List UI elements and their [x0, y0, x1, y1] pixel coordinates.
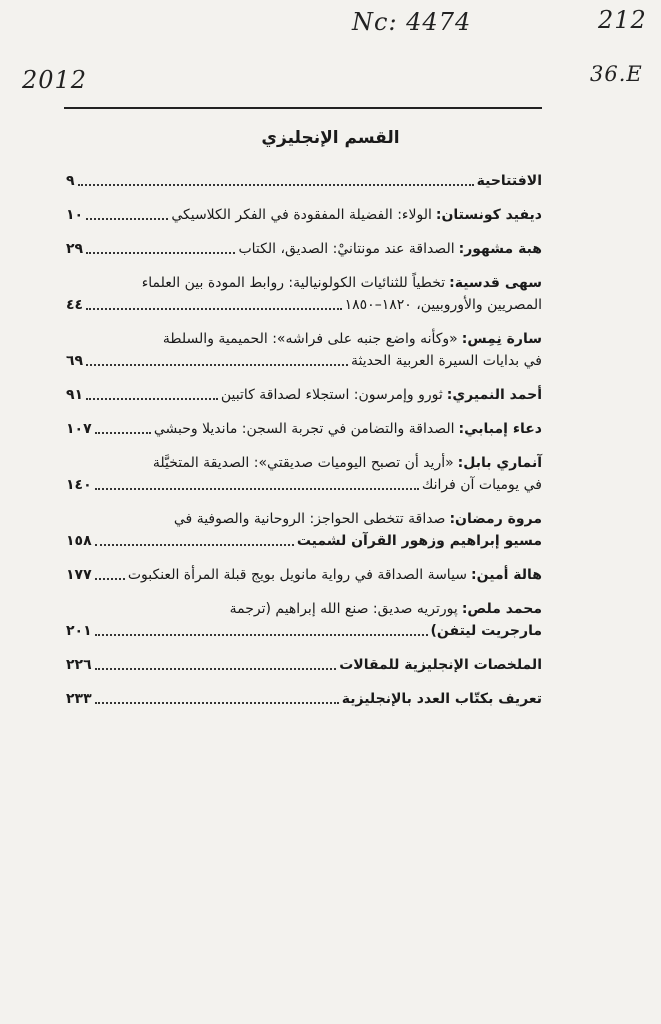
entry-title: الصداقة عند مونتانيْ: الصديق، الكتاب [238, 241, 455, 257]
entry-title-line-1: «أريد أن تصبح اليوميات صديقتي»: الصديقة المتخيَّلة [152, 455, 454, 471]
entry-title-line-1: پورتريه صديق: صنع الله إبراهيم (ترجمة [229, 601, 458, 617]
dot-leader [95, 668, 337, 670]
entry-title: الملخصات الإنجليزية للمقالات [339, 657, 542, 673]
table-of-contents [66, 170, 542, 722]
entry-author: أحمد النميري: [446, 387, 542, 403]
entry-title: الصداقة والتضامن في تجربة السجن: مانديلا وحبشي [153, 421, 455, 437]
toc-entry [66, 654, 542, 676]
dot-leader [95, 634, 428, 636]
toc-entry [66, 452, 542, 496]
dot-leader [86, 218, 168, 220]
toc-entry [66, 508, 542, 552]
handwritten-shelf-mark: 36.E [590, 62, 643, 86]
dot-leader [95, 488, 419, 490]
entry-author: دعاء إمبابي: [458, 421, 542, 437]
dot-leader [95, 544, 294, 546]
page-number: ٢٣٣ [66, 691, 92, 707]
entry-title-line-2: مارجريت ليتفن) [430, 623, 542, 639]
entry-title: ثورو وإمرسون: استجلاء لصداقة كاتبين [220, 387, 443, 403]
dot-leader [86, 308, 342, 310]
entry-author: سهى قدسية: [449, 275, 542, 291]
dot-leader [95, 578, 125, 580]
entry-title-line-2: في يوميات آن فرانك [421, 477, 542, 493]
dot-leader [78, 184, 474, 186]
handwritten-accession-number: Nc: 4474 [352, 8, 472, 36]
toc-entry [66, 598, 542, 642]
entry-author: محمد ملص: [461, 601, 542, 617]
handwritten-year: 2012 [22, 66, 88, 94]
toc-entry [66, 328, 542, 372]
page-number: ٩ [66, 173, 75, 189]
page-number: ١٠ [66, 207, 84, 223]
entry-author: هالة أمين: [471, 567, 542, 583]
dot-leader [95, 432, 151, 434]
toc-entry [66, 418, 542, 440]
toc-entry [66, 564, 542, 586]
entry-author: مروة رمضان: [449, 511, 542, 527]
toc-entry [66, 384, 542, 406]
page-number: ٩١ [66, 387, 84, 403]
entry-title-line-2: مسيو إبراهيم وزهور القرآن لشميت [296, 533, 542, 549]
entry-title: الافتتاحية [476, 173, 542, 189]
toc-entry [66, 170, 542, 192]
page-number: ٦٩ [66, 353, 84, 369]
toc-entry [66, 272, 542, 316]
entry-author: ديفيد كونستان: [435, 207, 542, 223]
entry-title-line-1: «وكأنه واضع جنبه على فراشه»: الحميمية والسلطة [162, 331, 458, 347]
dot-leader [86, 364, 348, 366]
entry-author: هبة مشهور: [458, 241, 542, 257]
section-title: القسم الإنجليزي [261, 128, 400, 148]
entry-title-line-2: في بدايات السيرة العربية الحديثة [351, 353, 542, 369]
entry-title-line-1: تخطياً للثنائيات الكولونيالية: روابط المودة بين العلماء [141, 275, 446, 291]
dot-leader [95, 702, 339, 704]
page-number: ١٤٠ [66, 477, 92, 493]
page-number: ٢٠١ [66, 623, 92, 639]
entry-title-line-2: المصريين والأوروبيين، ١٨٢٠–١٨٥٠ [344, 297, 542, 313]
entry-author: سارة نِمِس: [461, 331, 542, 347]
page-number: ٢٢٦ [66, 657, 92, 673]
entry-title: تعريف بكتّاب العدد بالإنجليزية [341, 691, 542, 707]
entry-title-line-1: صداقة تتخطى الحواجز: الروحانية والصوفية في [173, 511, 446, 527]
entry-title: الولاء: الفضيلة المفقودة في الفكر الكلاسيكي [171, 207, 432, 223]
page-number: ٤٤ [66, 297, 84, 313]
toc-entry [66, 688, 542, 710]
toc-entry [66, 238, 542, 260]
dot-leader [86, 252, 235, 254]
entry-title: سياسة الصداقة في رواية مانويل بويج قبلة المرأة العنكبوت [127, 567, 468, 583]
dot-leader [86, 398, 218, 400]
page-number: ٢٩ [66, 241, 84, 257]
header-rule [64, 107, 542, 109]
page-number: ١٠٧ [66, 421, 92, 437]
page-number: ١٧٧ [66, 567, 92, 583]
handwritten-page-reference: 212 [598, 6, 647, 34]
entry-author: آنماري بابل: [457, 455, 542, 471]
page-number: ١٥٨ [66, 533, 92, 549]
toc-entry [66, 204, 542, 226]
